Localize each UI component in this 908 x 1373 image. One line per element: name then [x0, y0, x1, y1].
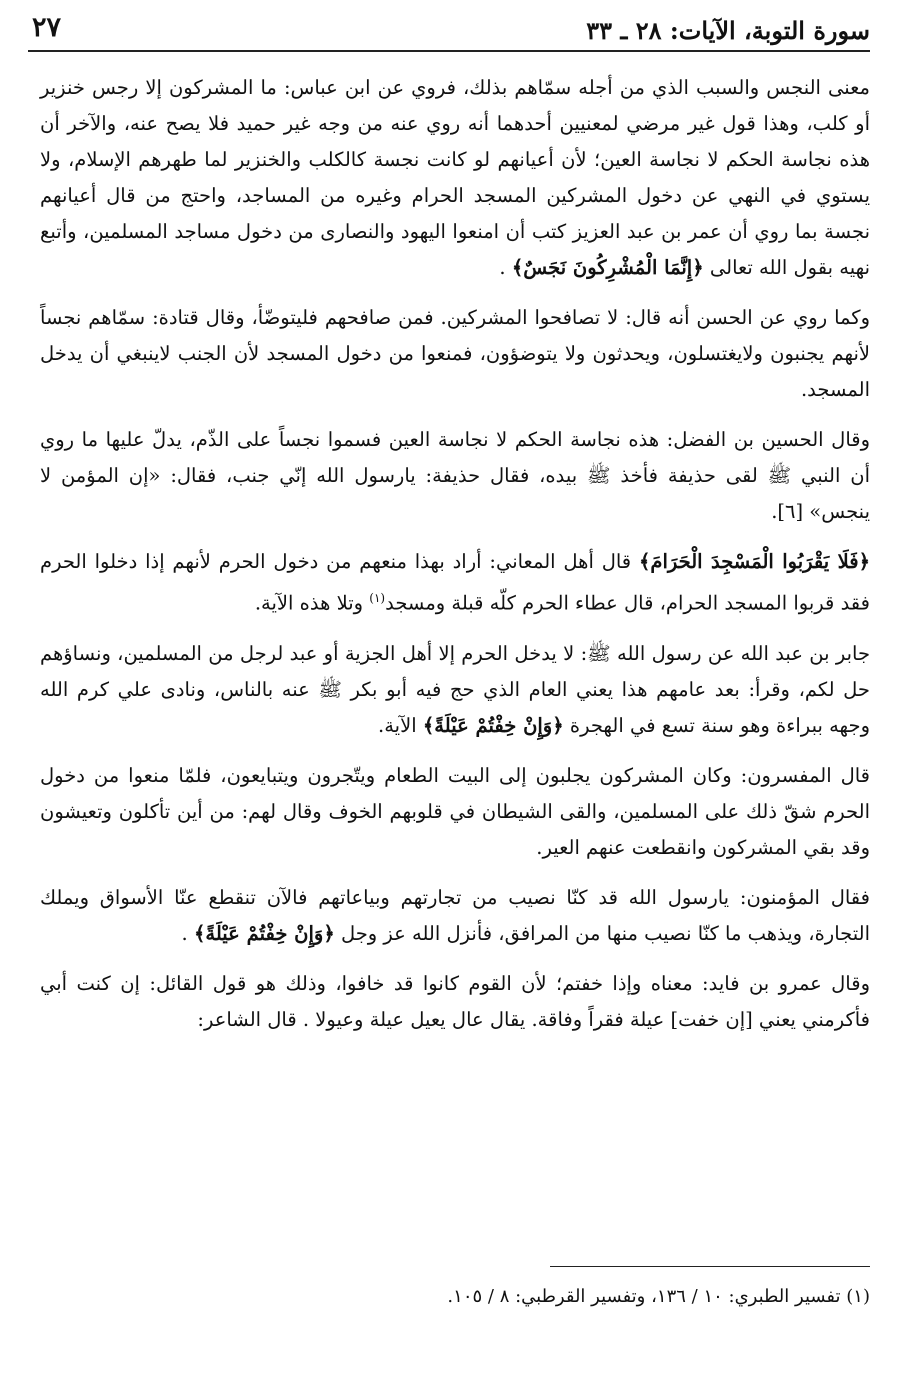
paragraph: وقال عمرو بن فايد: معناه وإذا خفتم؛ لأن القوم كانوا قد خافوا، وذلك هو قول القائل: إن كنت أبي فأكرمني يعني [إن خفت] عيلة فقراً وفاقة. يقال عال يعيل عيلة وعيولا . قال الشاعر: — [40, 971, 870, 1031]
quran-bracket-open: ﴿ — [692, 256, 704, 279]
paragraph-text: الآية. — [378, 713, 423, 737]
running-title: سورة التوبة، الآيات: ٢٨ ـ ٣٣ — [586, 16, 870, 45]
quran-bracket-close: ﴾ — [511, 256, 524, 279]
paragraph-text: . — [181, 921, 194, 945]
quran-verse: إِنَّمَا الْمُشْرِكُونَ نَجَسٌ — [523, 256, 693, 279]
paragraph-text: جابر بن عبد الله عن رسول الله ﷺ: لا يدخل الحرم إلا أهل الجزية أو عبد لرجل من المسلمين، ونساؤهم حل لكم، وقرأ: بعد عامهم هذا يعني العام الذي حج فيه أبو بكر ﷺ عنه بالناس، ونادى علي كرم الله وجهه ببراءة وهو سنة تسع في الهجرة — [40, 641, 870, 737]
quran-bracket-close: ﴾ — [638, 550, 651, 573]
footnote-marker: (١) — [369, 591, 386, 605]
footnote-divider — [550, 1266, 870, 1267]
body-text — [40, 70, 870, 1052]
quran-bracket-open: ﴿ — [858, 550, 870, 573]
paragraph — [40, 70, 870, 286]
quran-bracket-close: ﴾ — [422, 713, 435, 737]
page-number: ٢٧ — [32, 12, 62, 43]
paragraph-text: معنى النجس والسبب الذي من أجله سمّاهم بذلك، فروي عن ابن عباس: ما المشركون إلا رجس خنزير أو كلب، وهذا قول غير مرضي لمعنيين أحدهما أنه روي عنه من وجه غير حميد فلا يصح عنه، والآخر أن هذه نجاسة الحكم لا نجاسة العين؛ لأن أعيانهم لو كانت نجسة كالكلب والخنزير لما طهرهم الإسلام، ولا يستوي في النهي عن دخول المشركين المسجد الحرام وغيره من المساجد، واحتج من قال أعيانهم نجسة بما روي أن عمر بن عبد العزيز كتب أن امنعوا اليهود والنصارى من دخول مساجد المسلمين، وأتبع نهيه بقول الله تعالى — [40, 76, 870, 279]
paragraph — [40, 544, 870, 622]
paragraph: قال المفسرون: وكان المشركون يجلبون إلى البيت الطعام ويتّجرون ويتبايعون، فلمّا منعوا من دخول الحرم شقّ ذلك على المسلمين، والقى الشيطان في قلوبهم الخوف وقال لهم: من أين تأكلون وتعيشون وقد بقي المشركون وانقطعت عنهم العير. — [40, 763, 870, 859]
quran-bracket-open: ﴿ — [323, 921, 335, 945]
page-header — [28, 10, 870, 52]
quran-verse: وَإِنْ خِفْتُمْ عَيْلَةً — [434, 713, 553, 737]
paragraph-text: فقال المؤمنون: يارسول الله قد كنّا نصيب من تجارتهم وبياعاتهم فالآن تنقطع عنّا الأسواق ويملك التجارة، ويذهب ما كنّا نصيب منها من المرافق، فأنزل الله عز وجل — [40, 885, 870, 945]
quran-bracket-open: ﴿ — [552, 713, 564, 737]
quran-verse: وَإِنْ خِفْتُمْ عَيْلَةً — [205, 921, 324, 945]
paragraph-text: قال أهل المعاني: أراد بهذا منعهم من دخول الحرم لأنهم إذا دخلوا الحرم فقد قربوا المسجد الحرام، قال عطاء الحرم كلّه قبلة ومسجد — [40, 550, 870, 615]
paragraph: وقال الحسين بن الفضل: هذه نجاسة الحكم لا نجاسة العين فسموا نجساً على الذّم، يدلّ عليها ما روي أن النبي ﷺ لقى حذيفة فأخذ ﷺ بيده، فقال حذيفة: يارسول الله إنّي جنب، فقال: «إن المؤمن لا ينجس» [٦]. — [40, 428, 870, 523]
paragraph — [40, 880, 870, 952]
paragraph-text: وتلا هذه الآية. — [254, 591, 370, 615]
quran-bracket-close: ﴾ — [193, 921, 206, 945]
footnote: (١) تفسير الطبري: ١٠ / ١٣٦، وتفسير القرطبي: ٨ / ١٠٥. — [447, 1286, 870, 1307]
paragraph: وكما روي عن الحسن أنه قال: لا تصافحوا المشركين. فمن صافحهم فليتوضّأ، وقال قتادة: سمّاهم نجساً لأنهم يجنبون ولايغتسلون، ويحدثون ولا يتوضؤون، فمنعوا من دخول المسجد لأن الجنب لاينبغي أن يدخل المسجد. — [40, 306, 870, 401]
paragraph-text: . — [499, 256, 512, 279]
paragraph — [40, 636, 870, 744]
quran-verse: فَلَا يَقْرَبُوا الْمَسْجِدَ الْحَرَامَ — [650, 550, 859, 573]
